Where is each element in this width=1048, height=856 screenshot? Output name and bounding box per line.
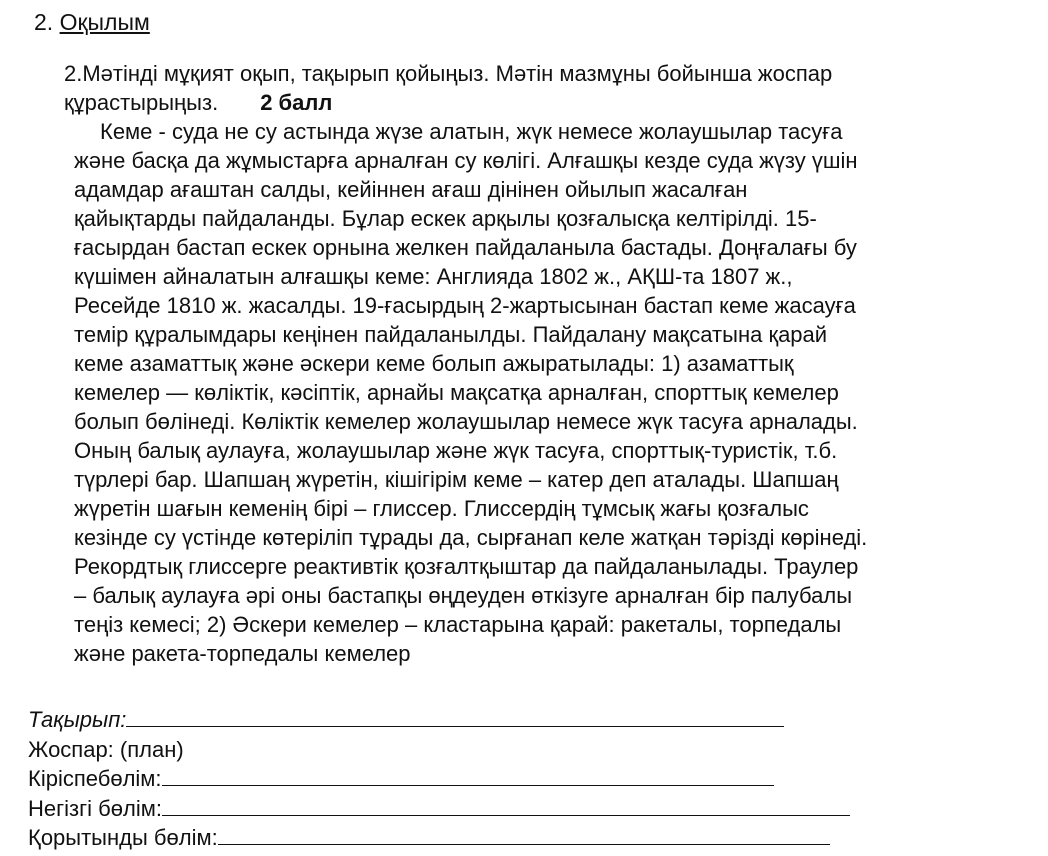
- plan-row: [28, 735, 850, 765]
- passage-line: Оның балық аулауға, жолаушылар және жүк тасуға, спорттық-туристік, т.б.: [74, 438, 838, 463]
- main-row: [28, 794, 850, 824]
- section-heading: [34, 6, 150, 38]
- task-instruction-line-1: 2.Мәтінді мұқият оқып, тақырып қойыңыз. Мәтін мазмұны бойынша жоспар: [64, 61, 833, 86]
- section-number: 2.: [34, 9, 54, 35]
- main-blank[interactable]: [162, 795, 850, 816]
- reading-passage: [64, 117, 1014, 668]
- conclusion-row: [28, 823, 850, 853]
- intro-row: [28, 764, 850, 794]
- passage-line: қайықтарды пайдаланды. Бұлар ескек арқылы қозғалысқа келтірілді. 15-: [74, 206, 817, 231]
- intro-blank[interactable]: [162, 765, 774, 786]
- topic-row: [28, 705, 850, 735]
- passage-line: жүретін шағын кеменің бірі – глиссер. Глиссердің тұмсық жағы қозғалыс: [74, 496, 809, 521]
- task-instruction-line-2: [64, 88, 1014, 117]
- task-points: 2 балл: [260, 90, 333, 115]
- conclusion-blank[interactable]: [218, 824, 830, 845]
- passage-line: Ресейде 1810 ж. жасалды. 19-ғасырдың 2-жартысынан бастап кеме жасауға: [74, 293, 856, 318]
- task-instruction-end: құрастырыңыз.: [64, 90, 219, 115]
- passage-line: кемелер — көліктік, кәсіптік, арнайы мақсатқа арналған, спорттық кемелер: [74, 380, 839, 405]
- intro-label: Кіріспебөлім:: [28, 766, 162, 791]
- section-title: Оқылым: [59, 9, 150, 35]
- passage-line: Рекордтық глиссерге реактивтік қозғалтқыштар да пайдаланылады. Траулер: [74, 554, 859, 579]
- main-label: Негізгі бөлім:: [28, 795, 162, 821]
- passage-line: кеме азаматтық және әскери кеме болып ажыратылады: 1) азаматтық: [74, 351, 794, 376]
- passage-line: және ракета-торпедалы кемелер: [74, 641, 411, 666]
- passage-line: күшімен айналатын алғашқы кеме: Англияда 1802 ж., АҚШ-та 1807 ж.,: [74, 264, 793, 289]
- passage-line: Кеме - суда не су астында жүзе алатын, жүк немесе жолаушылар тасуға: [100, 119, 843, 144]
- topic-blank[interactable]: [126, 706, 784, 727]
- passage-line: түрлері бар. Шапшаң жүретін, кішігірім кеме – катер деп аталады. Шапшаң: [74, 467, 839, 492]
- topic-label: Тақырып:: [28, 707, 127, 732]
- conclusion-label: Қорытынды бөлім:: [28, 825, 218, 850]
- passage-line: болып бөлінеді. Көліктік кемелер жолаушылар немесе жүк тасуға арналады.: [74, 409, 858, 434]
- plan-label: Жоспар: (план): [28, 736, 184, 762]
- passage-line: – балық аулауға әрі оны бастапқы өңдеуден өткізуге арналған бір палубалы: [74, 583, 853, 608]
- passage-line: теңіз кемесі; 2) Әскери кемелер – кластарына қарай: ракеталы, торпедалы: [74, 612, 842, 637]
- passage-line: темір құралымдары кеңінен пайдаланылды. Пайдалану мақсатына қарай: [74, 322, 828, 347]
- passage-line: және басқа да жұмыстарға арналған су көлігі. Алғашқы кезде суда жүзу үшін: [74, 148, 858, 173]
- answer-form: [28, 705, 850, 853]
- task-block: [64, 59, 1014, 668]
- passage-line: кезінде су үстінде көтеріліп тұрады да, сырғанап келе жатқан тәрізді көрінеді.: [74, 525, 868, 550]
- passage-line: адамдар ағаштан салды, кейіннен ағаш дінінен ойылып жасалған: [74, 177, 748, 202]
- passage-line: ғасырдан бастап ескек орнына желкен пайдаланыла бастады. Доңғалағы бу: [74, 235, 857, 260]
